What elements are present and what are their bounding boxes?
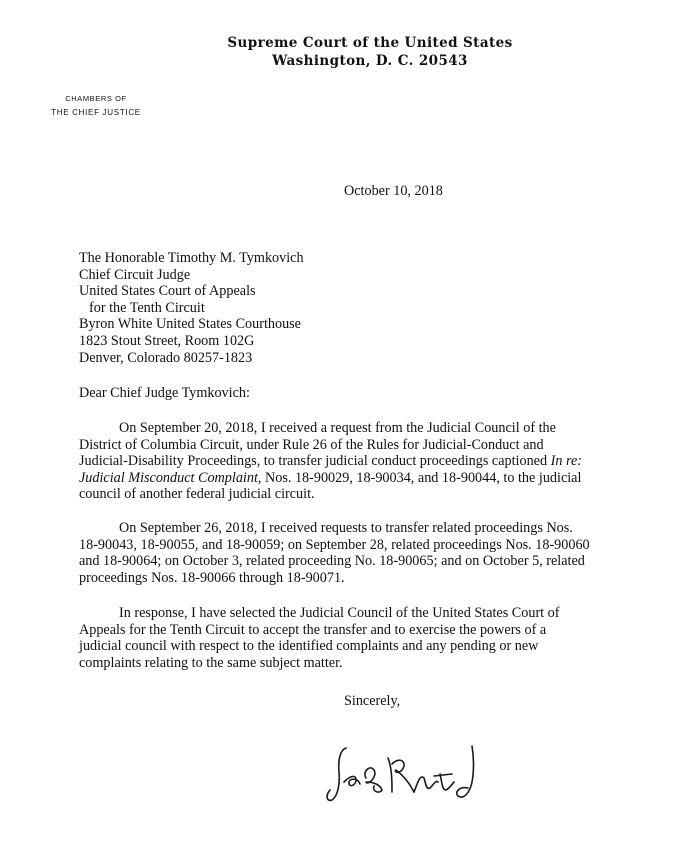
case-caption-italic: In re: [550, 453, 582, 469]
paragraph-line: In response, I have selected the Judicial Council of the United States Court of [119, 605, 560, 621]
chambers-label [40, 92, 152, 120]
closing: Sincerely, [344, 693, 401, 709]
chambers-line-1: CHAMBERS OF [65, 94, 127, 103]
paragraph-line [79, 470, 639, 487]
paragraph-line: On September 20, 2018, I received a request from the Judicial Council of the [119, 420, 556, 436]
paragraph-line: On September 26, 2018, I received requests to transfer related proceedings Nos. [119, 520, 573, 536]
paragraph-text: Judicial-Disability Proceedings, to transfer judicial conduct proceedings captioned [79, 453, 551, 469]
paragraph-line: complaints relating to the same subject matter. [79, 654, 343, 671]
address-line: United States Court of Appeals [79, 283, 256, 300]
paragraph-2 [79, 520, 639, 586]
paragraph-line: judicial council with respect to the identified complaints and any pending or new [79, 638, 539, 654]
paragraph-line: council of another federal judicial circuit. [79, 486, 315, 502]
salutation: Dear Chief Judge Tymkovich: [79, 385, 250, 401]
paragraph-text: , Nos. 18-90029, 18-90034, and 18-90044, to the judicial [257, 469, 582, 486]
paragraph-line: and 18-90064; on October 3, related proceeding No. 18-90065; and on October 5, related [79, 553, 585, 569]
letter-date: October 10, 2018 [344, 183, 443, 199]
recipient-address [79, 250, 304, 366]
address-line: Denver, Colorado 80257-1823 [79, 349, 253, 366]
address-line: for the Tenth Circuit [89, 299, 205, 316]
paragraph-line: Appeals for the Tenth Circuit to accept the transfer and to exercise the powers of a [79, 621, 547, 638]
address-line: The Honorable Timothy M. Tymkovich [79, 250, 304, 266]
letterhead-court-name: Supreme Court of the United States [227, 35, 513, 51]
address-line: 1823 Stout Street, Room 102G [79, 332, 255, 349]
paragraph-line: 18-90043, 18-90055, and 18-90059; on September 28, related proceedings Nos. 18-90060 [79, 536, 590, 553]
address-line: Chief Circuit Judge [79, 266, 191, 283]
paragraph-1 [79, 420, 639, 503]
paragraph-3 [79, 605, 639, 671]
paragraph-line: District of Columbia Circuit, under Rule 26 of the Rules for Judicial-Conduct and [79, 436, 544, 453]
signature [322, 738, 502, 808]
paragraph-line: proceedings Nos. 18-90066 through 18-90071. [79, 569, 345, 586]
paragraph-line [79, 453, 639, 470]
address-line: Byron White United States Courthouse [79, 316, 301, 333]
letterhead [0, 34, 700, 70]
chambers-line-2: THE CHIEF JUSTICE [51, 108, 141, 117]
case-caption-italic: Judicial Misconduct Complaint [79, 469, 258, 486]
signature-drawing [322, 738, 502, 808]
letterhead-address: Washington, D. C. 20543 [272, 53, 468, 69]
